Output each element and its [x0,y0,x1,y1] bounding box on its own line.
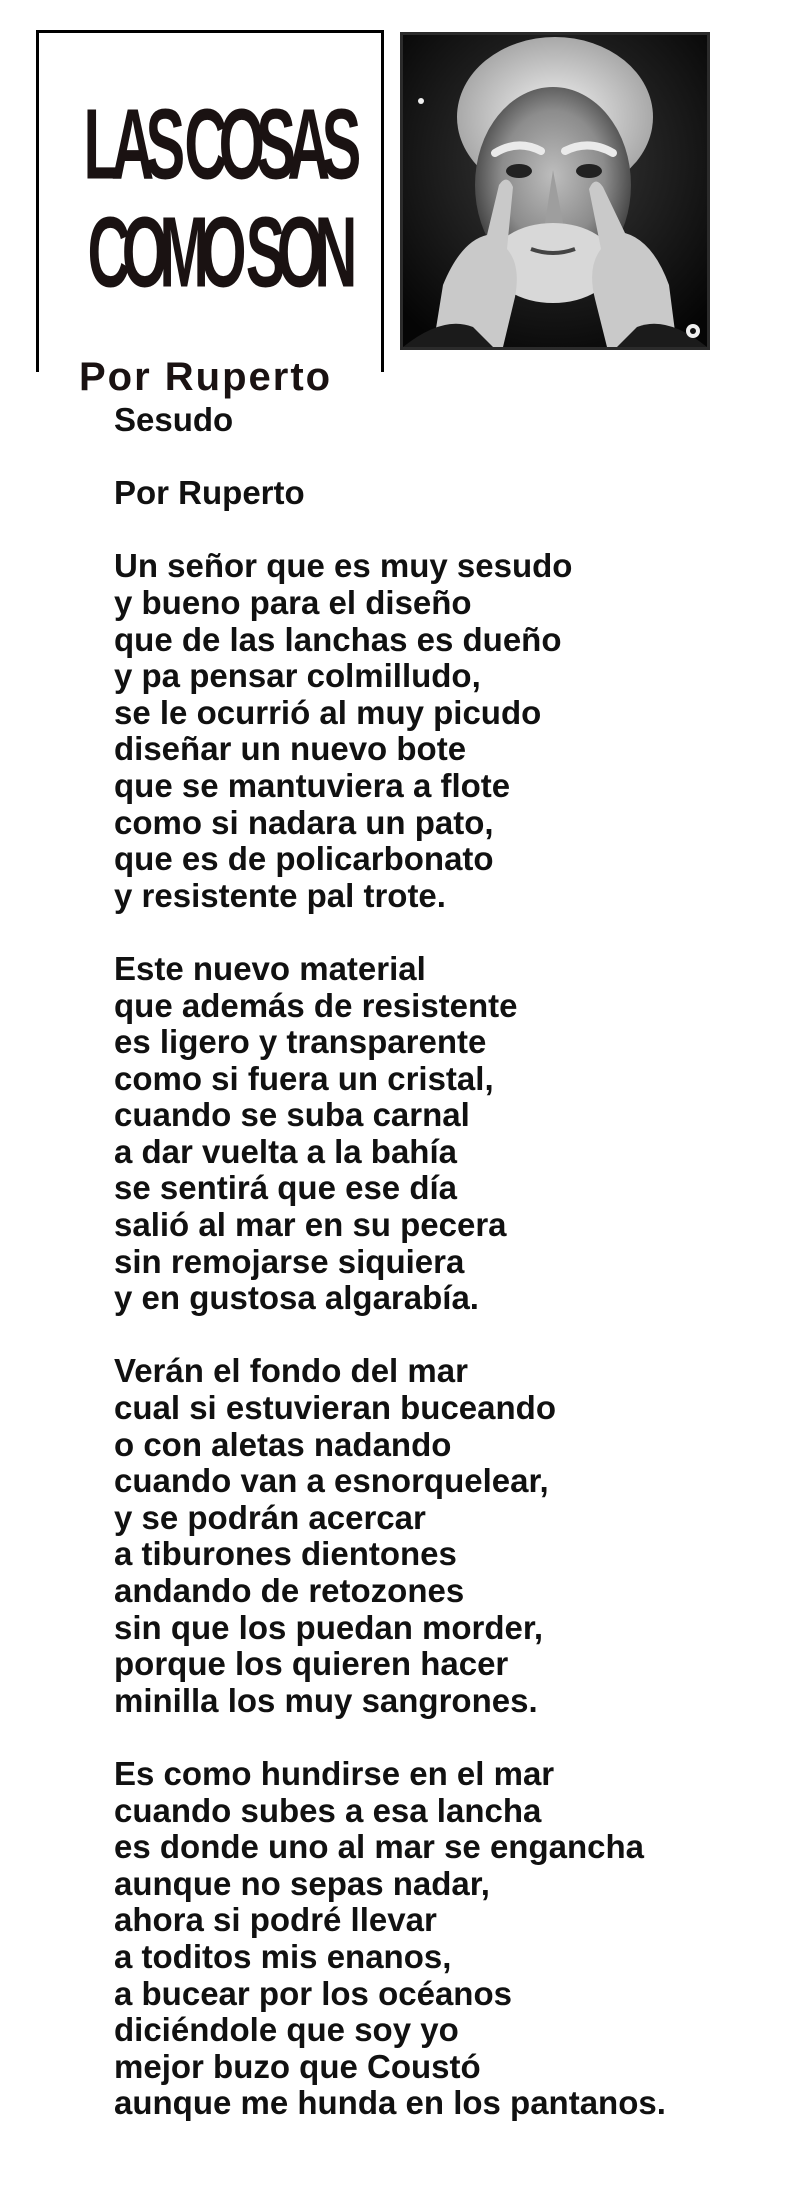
poem-line: cuando se suba carnal [114,1096,470,1134]
column-header [0,0,800,399]
poem-line: andando de retozones [114,1572,465,1609]
author-photo [400,32,710,350]
stanza-2 [114,951,794,1317]
poem-line: y bueno para el diseño [114,583,472,621]
poem-line: es donde uno al mar se engancha [114,1828,644,1866]
poem-line: como si fuera un cristal, [114,1059,494,1097]
poem-line: a dar vuelta a la bahía [114,1132,457,1170]
poem-author: Por Ruperto [114,474,305,512]
stanza-3 [114,1353,794,1719]
poem-line: y se podrán acercar [114,1498,426,1536]
poem-title: Sesudo [114,401,234,438]
poem-line: que se mantuviera a flote [114,766,511,804]
stanza-4 [114,1756,794,2122]
poem-line: es ligero y transparente [114,1023,487,1061]
poem-line: ahora si podré llevar [114,1901,437,1939]
poem-line: sin que los puedan morder, [114,1608,544,1646]
stanza-1 [114,548,794,914]
poem-line: cuando van a esnorquelear, [114,1462,549,1500]
poem-line: porque los quieren hacer [114,1645,509,1683]
logo-title-line-1: LAS COSAS [83,88,353,201]
poem-line: y resistente pal trote. [114,876,446,914]
poem-line: que es de policarbonato [114,840,494,878]
poem-line: se sentirá que ese día [114,1169,458,1207]
poem-line: se le ocurrió al muy picudo [114,693,542,731]
poem-line: a toditos mis enanos, [114,1937,452,1975]
poem-line: como si nadara un pato, [114,803,494,841]
poem-line: a tiburones dientones [114,1535,457,1573]
poem-line: Es como hundirse en el mar [114,1754,555,1792]
poem-line: Este nuevo material [114,949,426,987]
poem [114,402,794,2159]
logo-title [73,88,363,309]
poem-line: minilla los muy sangrones. [114,1681,538,1719]
column-logo [36,30,384,399]
poem-line: aunque me hunda en los pantanos. [114,2084,666,2122]
poem-line: mejor buzo que Coustó [114,2047,481,2085]
poem-line: cuando subes a esa lancha [114,1791,542,1829]
poem-line: Un señor que es muy sesudo [114,547,573,585]
poem-line: Verán el fondo del mar [114,1352,468,1390]
poem-line: diciéndole que soy yo [114,2011,459,2049]
logo-byline: Por Ruperto [79,355,333,399]
poem-line: sin remojarse siquiera [114,1242,465,1280]
poem-line: cual si estuvieran buceando [114,1389,556,1427]
logo-title-line-2: COMO SON [87,197,349,309]
poem-line: que además de resistente [114,986,518,1024]
poem-line: que de las lanchas es dueño [114,620,562,658]
poem-line: a bucear por los océanos [114,1974,512,2012]
poem-line: diseñar un nuevo bote [114,730,467,768]
poem-line: o con aletas nadando [114,1425,452,1463]
poem-line: aunque no sepas nadar, [114,1864,490,1902]
portrait-photo-icon [403,35,707,347]
poem-line: y en gustosa algarabía. [114,1279,479,1317]
poem-line: y pa pensar colmilludo, [114,657,481,695]
poem-line: salió al mar en su pecera [114,1206,507,1244]
